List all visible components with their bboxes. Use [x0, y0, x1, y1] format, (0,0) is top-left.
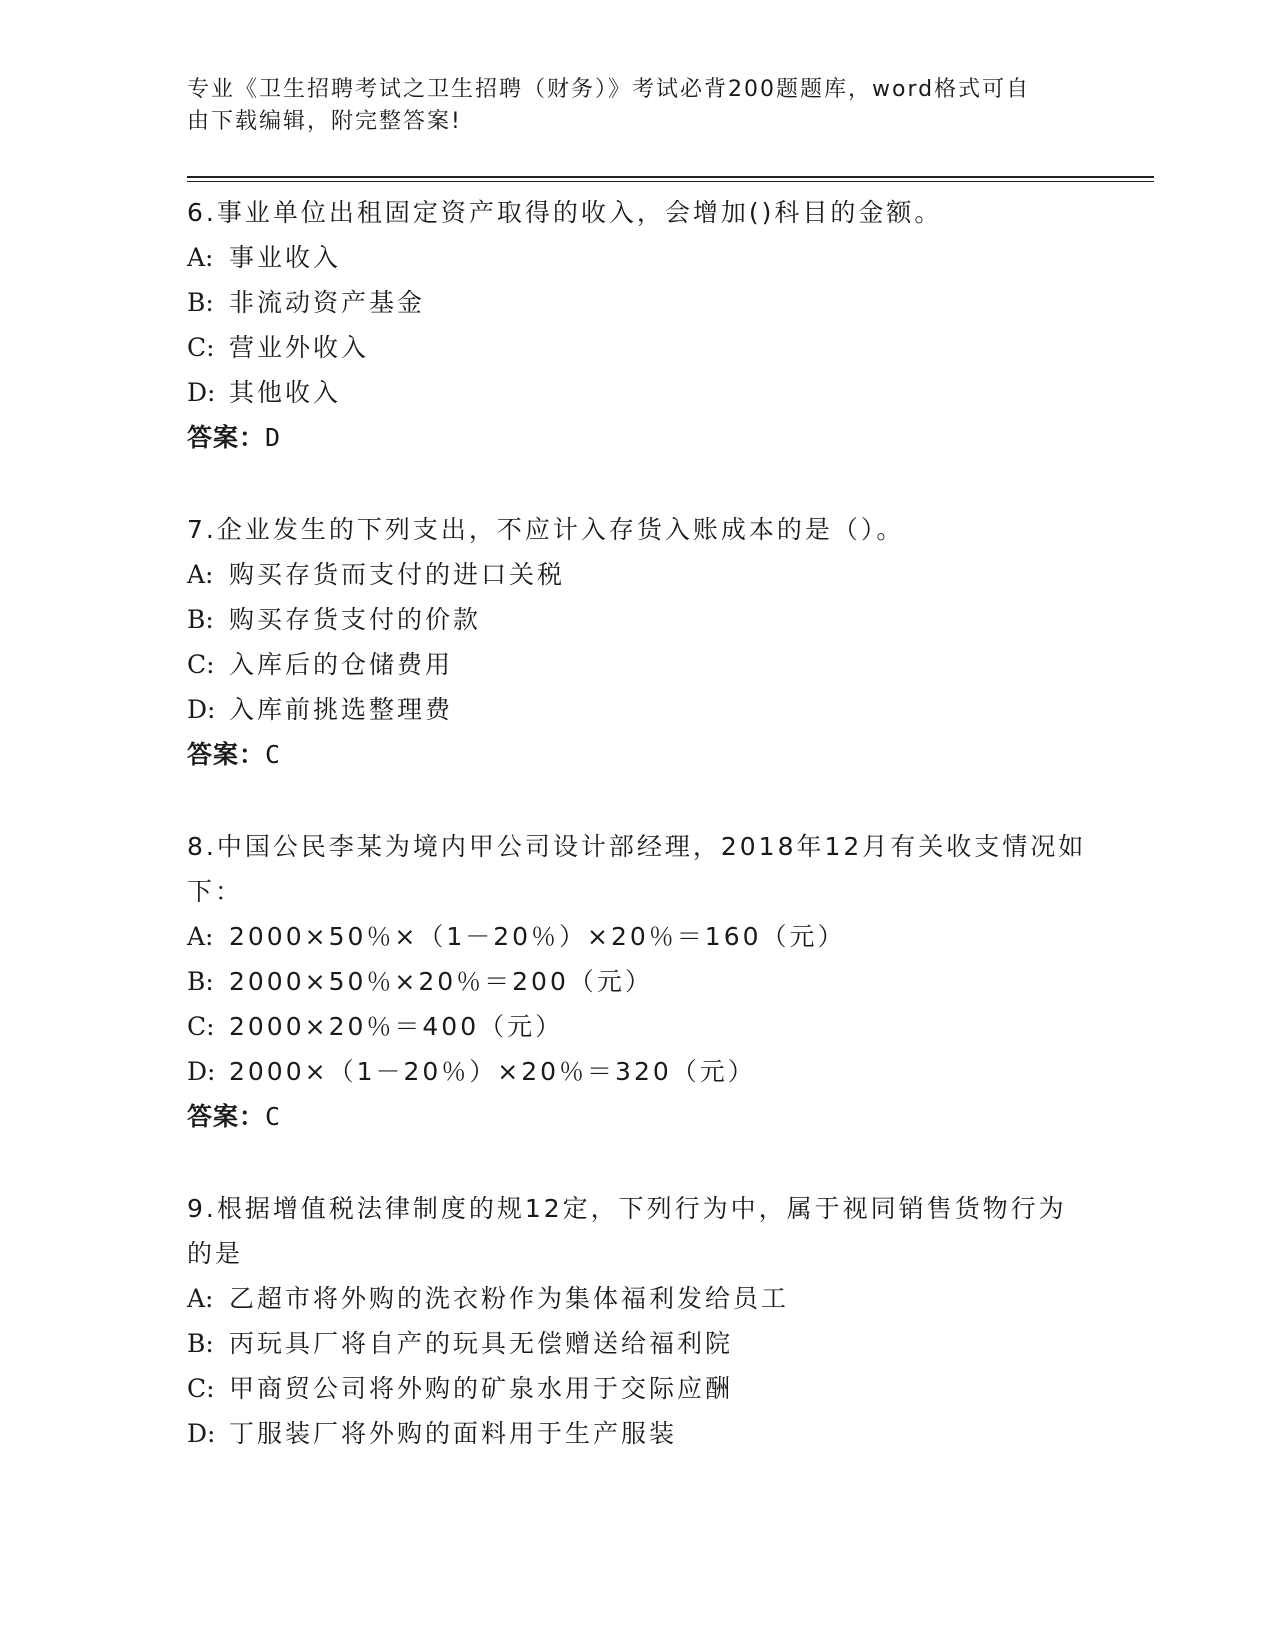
option-letter: C:	[187, 650, 215, 679]
option-letter: A:	[187, 1284, 214, 1313]
option-letter: D:	[187, 378, 216, 407]
intro-line-1: 专业《卫生招聘考试之卫生招聘（财务）》考试必背200题题库，word格式可自	[187, 77, 1031, 102]
option-c	[187, 1366, 1087, 1411]
option-text: 甲商贸公司将外购的矿泉水用于交际应酬	[229, 1374, 734, 1403]
option-b	[187, 280, 1087, 325]
option-letter: D:	[187, 695, 216, 724]
option-letter: B:	[187, 605, 214, 634]
option-d	[187, 1049, 1087, 1094]
option-letter: B:	[187, 288, 214, 317]
option-letter: B:	[187, 1329, 214, 1358]
option-text: 其他收入	[229, 378, 342, 407]
option-d	[187, 1411, 1087, 1456]
option-text: 营业外收入	[229, 333, 370, 362]
option-text: 非流动资产基金	[229, 288, 426, 317]
answer-value: C	[265, 740, 282, 769]
option-d	[187, 687, 1087, 732]
option-letter: C:	[187, 333, 215, 362]
option-c	[187, 642, 1087, 687]
question-8	[187, 824, 1087, 1139]
answer-line	[187, 1094, 1087, 1139]
option-a	[187, 235, 1087, 280]
option-letter: D:	[187, 1057, 216, 1086]
option-c	[187, 1004, 1087, 1049]
answer-line	[187, 732, 1087, 777]
question-stem: 9.根据增值税法律制度的规12定，下列行为中，属于视同销售货物行为的是	[187, 1194, 1067, 1268]
intro-line-2: 由下载编辑，附完整答案!	[187, 109, 462, 134]
option-c	[187, 325, 1087, 370]
option-letter: A:	[187, 922, 214, 951]
option-text: 2000×（1－20％）×20％＝320（元）	[229, 1057, 756, 1086]
answer-value: D	[265, 423, 282, 452]
option-letter: C:	[187, 1012, 215, 1041]
option-a	[187, 1276, 1087, 1321]
option-text: 2000×20％＝400（元）	[229, 1012, 564, 1041]
question-6	[187, 190, 1087, 460]
answer-label: 答案：	[187, 1102, 266, 1131]
option-text: 乙超市将外购的洗衣粉作为集体福利发给员工	[229, 1284, 790, 1313]
option-text: 2000×50％×（1－20％）×20％＝160（元）	[229, 922, 846, 951]
option-text: 购买存货支付的价款	[229, 605, 482, 634]
option-text: 入库后的仓储费用	[229, 650, 454, 679]
option-letter: A:	[187, 243, 214, 272]
document-intro	[187, 74, 1067, 138]
option-letter: D:	[187, 1419, 216, 1448]
option-letter: B:	[187, 967, 214, 996]
option-a	[187, 914, 1087, 959]
option-letter: C:	[187, 1374, 215, 1403]
question-9	[187, 1186, 1087, 1456]
option-b	[187, 597, 1087, 642]
answer-line	[187, 415, 1087, 460]
header-divider-thin	[187, 181, 1154, 182]
answer-label: 答案：	[187, 740, 266, 769]
question-stem: 6.事业单位出租固定资产取得的收入，会增加()科目的金额。	[187, 198, 943, 227]
option-text: 2000×50％×20％＝200（元）	[229, 967, 653, 996]
option-b	[187, 1321, 1087, 1366]
option-text: 事业收入	[229, 243, 342, 272]
question-stem: 7.企业发生的下列支出，不应计入存货入账成本的是（）。	[187, 515, 905, 544]
question-7	[187, 507, 1087, 777]
option-d	[187, 370, 1087, 415]
answer-value: C	[265, 1102, 282, 1131]
option-a	[187, 552, 1087, 597]
option-b	[187, 959, 1087, 1004]
option-text: 入库前挑选整理费	[229, 695, 454, 724]
question-list	[187, 190, 1087, 1456]
question-stem: 8.中国公民李某为境内甲公司设计部经理，2018年12月有关收支情况如下：	[187, 832, 1087, 906]
option-text: 丙玩具厂将自产的玩具无偿赠送给福利院	[229, 1329, 734, 1358]
header-divider-thick	[187, 176, 1154, 178]
answer-label: 答案：	[187, 423, 266, 452]
option-text: 丁服装厂将外购的面料用于生产服装	[229, 1419, 678, 1448]
option-text: 购买存货而支付的进口关税	[229, 560, 566, 589]
option-letter: A:	[187, 560, 214, 589]
